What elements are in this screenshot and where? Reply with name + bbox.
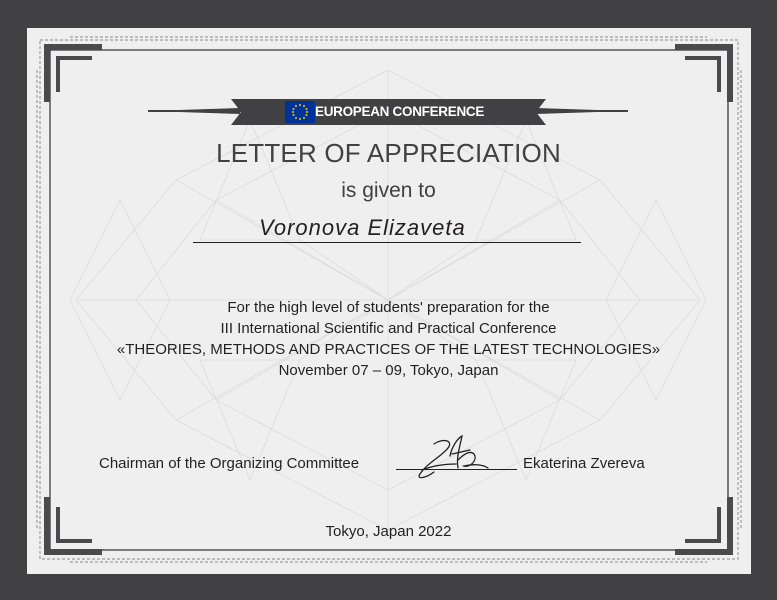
chairman-label: Chairman of the Organizing Committee: [99, 455, 360, 472]
certificate-title: LETTER OF APPRECIATION: [216, 138, 561, 168]
description-line: III International Scientific and Practical Conference: [220, 320, 557, 337]
signer-name: Ekaterina Zvereva: [523, 455, 645, 472]
signature-icon: [412, 434, 502, 484]
description-line: November 07 – 09, Tokyo, Japan: [278, 362, 499, 379]
given-to-text: is given to: [341, 179, 436, 202]
description-block: [0, 297, 777, 381]
eu-flag-icon: [285, 101, 315, 123]
recipient-line: [193, 214, 581, 243]
description-line: «THEORIES, METHODS AND PRACTICES OF THE LATEST TECHNOLOGIES»: [116, 341, 661, 358]
recipient-name: Voronova Elizaveta: [259, 215, 466, 240]
footer-location-year: Tokyo, Japan 2022: [325, 523, 452, 540]
signature-row: [0, 454, 777, 478]
description-line: For the high level of students' preparation for the: [227, 299, 550, 316]
header-label: EUROPEAN CONFERENCE: [315, 104, 485, 119]
